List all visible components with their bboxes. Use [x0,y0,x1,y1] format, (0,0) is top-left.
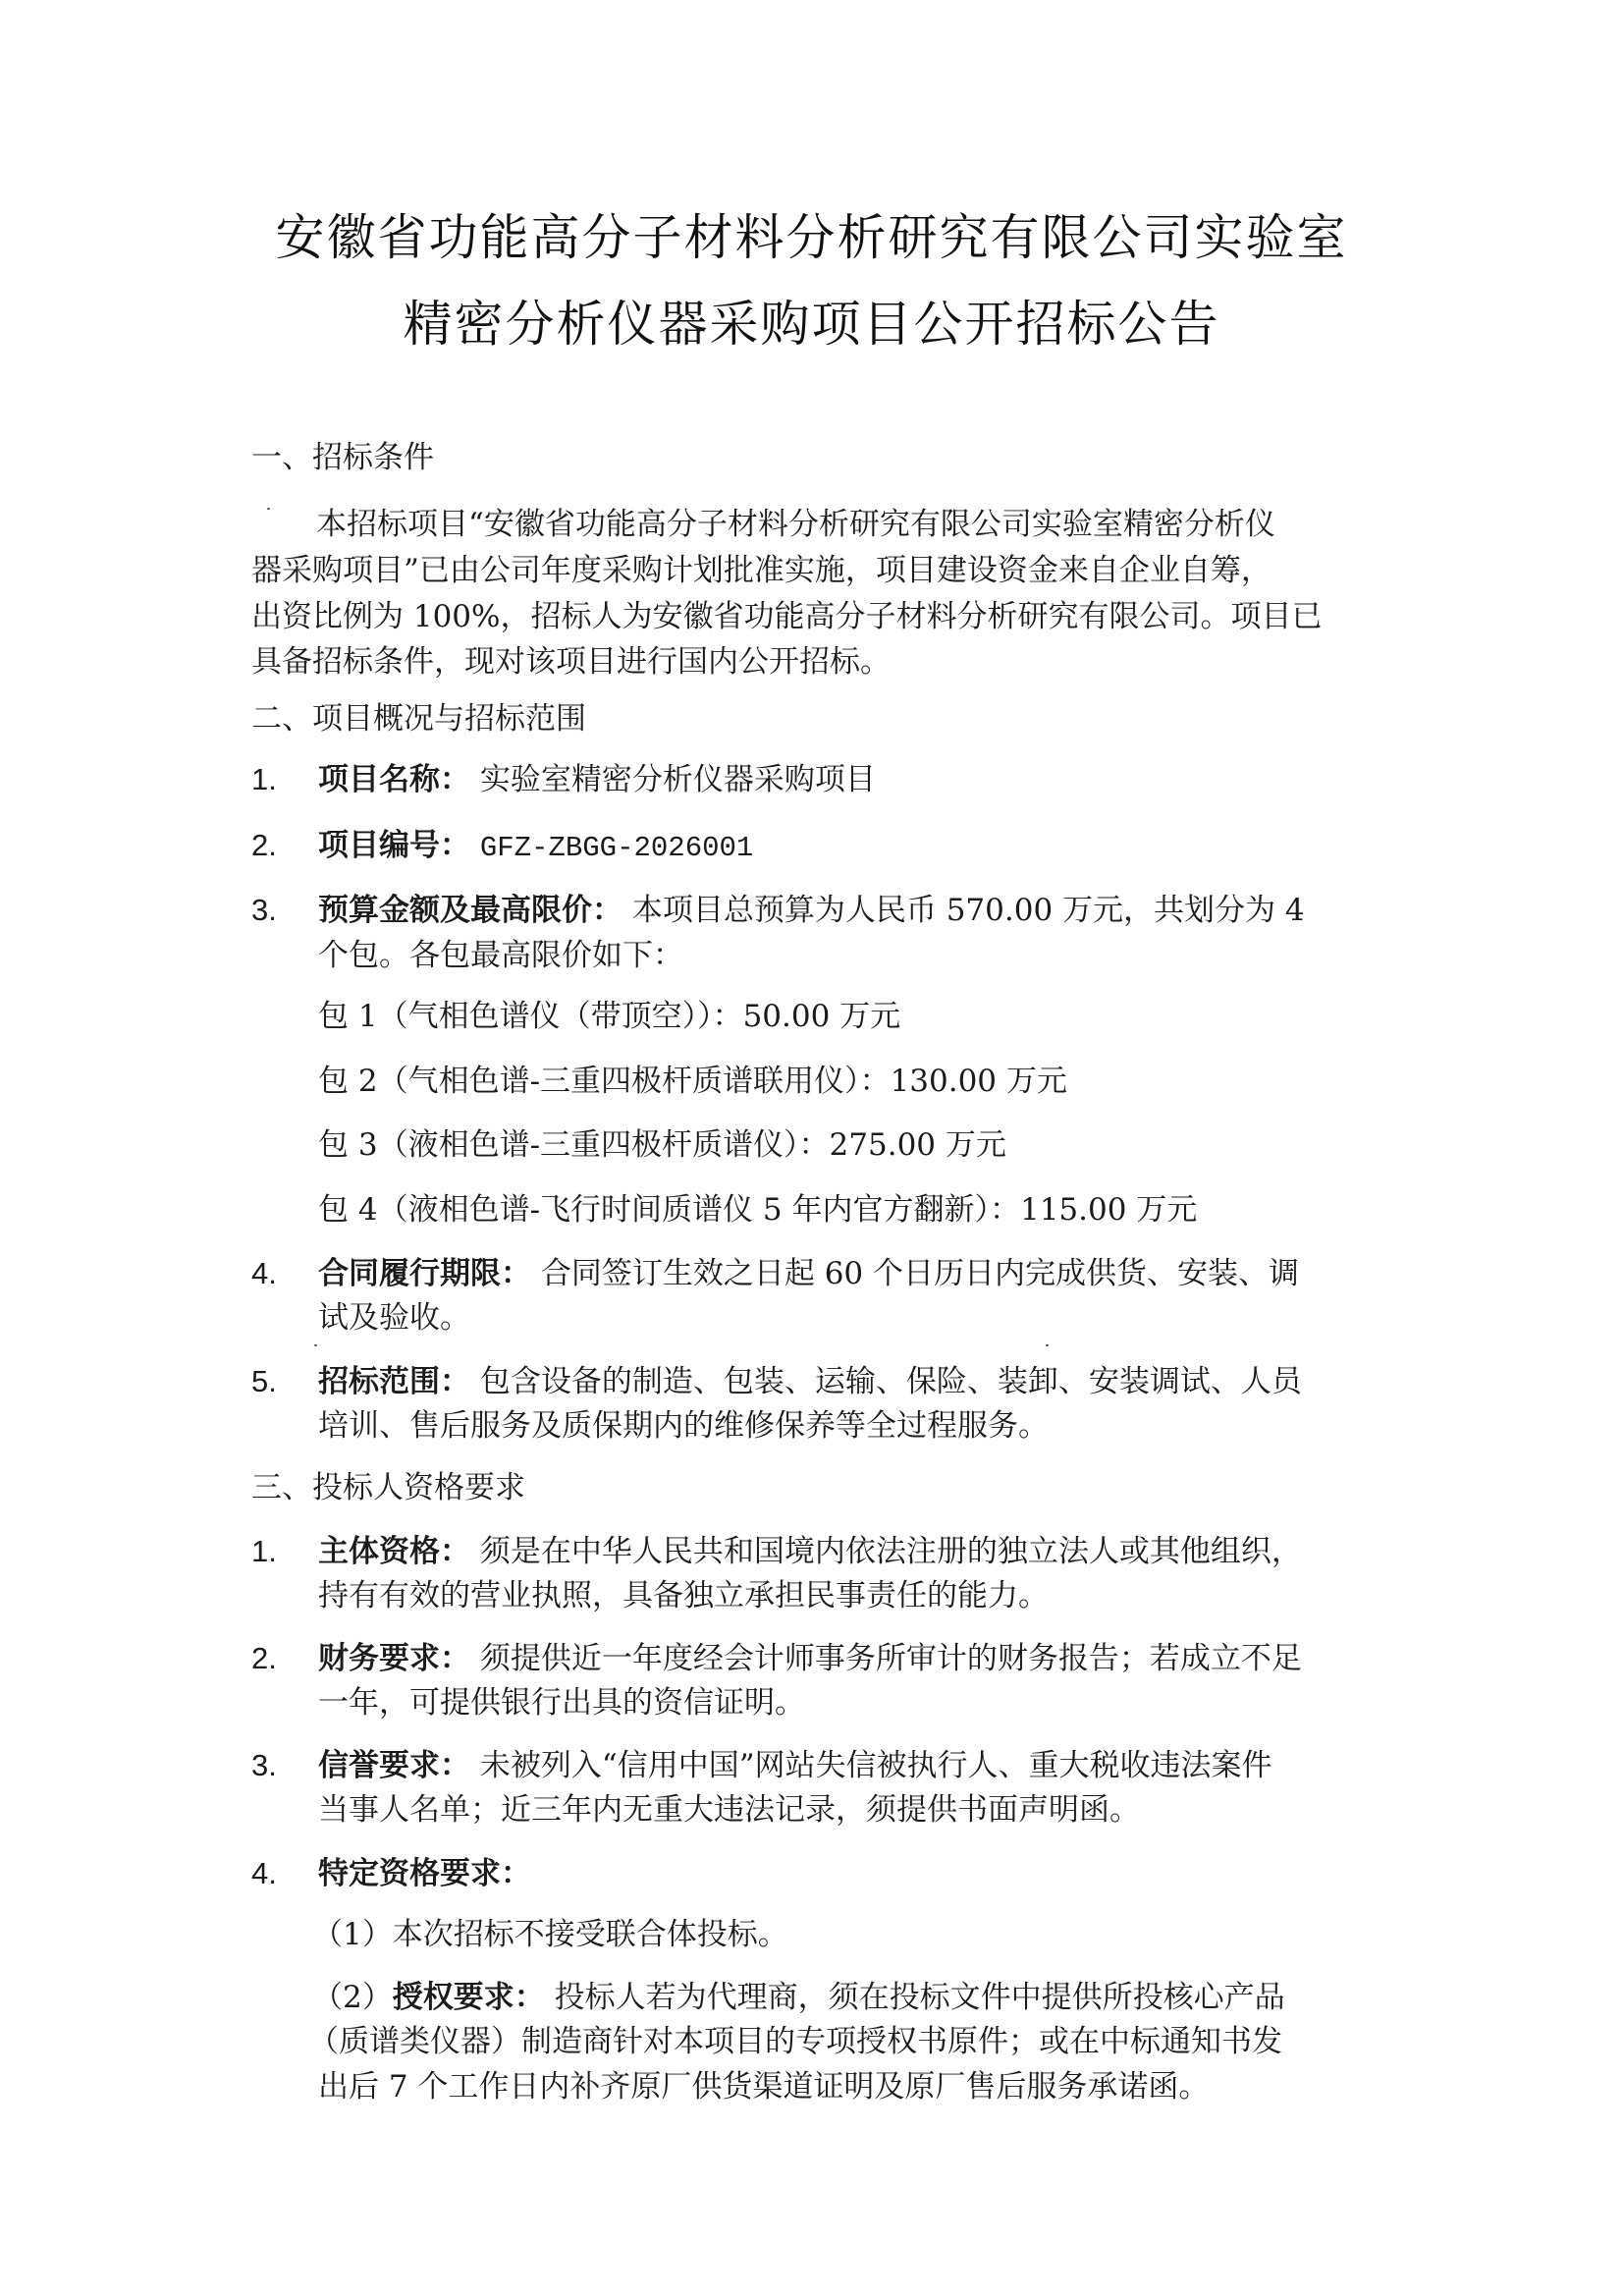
project-code-row [318,826,753,868]
section-1-para-line-3: 出资比例为 100%，招标人为安徽省功能高分子材料分析研究有限公司。项目已 [251,599,1323,634]
item-number: 1. [251,1534,277,1568]
field-label: 项目名称： [318,762,470,797]
scan-speck [1046,1344,1049,1346]
scope-row [318,1362,1302,1401]
scope-cont: 培训、售后服务及质保期内的维修保养等全过程服务。 [318,1408,1049,1444]
sub-item-prefix: （2） [312,1980,393,2015]
scan-speck [314,1344,317,1346]
item-number: 1. [251,762,277,796]
title-line-1: 安徽省功能高分子材料分析研究有限公司实验室 [275,209,1348,266]
section-1-para-line-1: 本招标项目“安徽省功能高分子材料分析研究有限公司实验室精密分析仪 [316,507,1275,542]
title-line-2: 精密分析仪器采购项目公开招标公告 [403,296,1220,353]
package-2: 包 2（气相色谱-三重四极杆质谱联用仪）：130.00 万元 [318,1064,1067,1099]
section-1-para-line-4: 具备招标条件，现对该项目进行国内公开招标。 [251,644,891,680]
project-name-row [318,760,876,799]
section-3-heading: 三、投标人资格要求 [251,1470,525,1505]
field-label: 项目编号： [318,828,470,863]
field-label: 授权要求： [392,1980,545,2015]
field-label: 预算金额及最高限价： [318,893,622,928]
field-label: 信誉要求： [318,1748,470,1783]
credit-value: 未被列入“信用中国”网站失信被执行人、重大税收违法案件 [479,1748,1272,1783]
authorization-value: 投标人若为代理商，须在投标文件中提供所投核心产品 [554,1980,1285,2015]
scan-speck [267,508,270,510]
project-name-value: 实验室精密分析仪器采购项目 [479,762,876,797]
project-code-value: GFZ-ZBGG-2026001 [479,832,754,864]
item-number: 2. [251,828,277,862]
contract-period-row [318,1254,1299,1293]
budget-value: 本项目总预算为人民币 570.00 万元，共划分为 4 [631,893,1305,928]
contract-period-value: 合同签订生效之日起 60 个日历日内完成供货、安装、调 [540,1256,1300,1291]
budget-row [318,891,1305,930]
finance-cont: 一年，可提供银行出具的资信证明。 [318,1685,805,1721]
field-label: 财务要求： [318,1641,470,1676]
contract-period-cont: 试及验收。 [318,1300,470,1336]
item-number: 5. [251,1364,277,1398]
section-1-heading: 一、招标条件 [251,440,434,475]
item-number: 4. [251,1856,277,1890]
item-number: 3. [251,893,277,927]
package-4: 包 4（液相色谱-飞行时间质谱仪 5 年内官方翻新）：115.00 万元 [318,1192,1198,1228]
special-qualification-label: 特定资格要求： [318,1856,531,1891]
field-label: 合同履行期限： [318,1256,531,1291]
section-2-heading: 二、项目概况与招标范围 [251,701,586,737]
item-number: 2. [251,1641,277,1675]
sub-item-1: （1）本次招标不接受联合体投标。 [312,1917,788,1952]
sub-item-2-row [312,1978,1285,2017]
item-number: 4. [251,1256,277,1290]
item-number: 3. [251,1748,277,1782]
authorization-cont-1: （质谱类仪器）制造商针对本项目的专项授权书原件；或在中标通知书发 [308,2024,1282,2059]
qualification-value: 须是在中华人民共和国境内依法注册的独立法人或其他组织， [479,1534,1302,1569]
authorization-cont-2: 出后 7 个工作日内补齐原厂供货渠道证明及原厂售后服务承诺函。 [318,2069,1210,2105]
credit-cont: 当事人名单；近三年内无重大违法记录，须提供书面声明函。 [318,1792,1140,1828]
qualification-cont: 持有有效的营业执照，具备独立承担民事责任的能力。 [318,1578,1049,1613]
section-1-para-line-2: 器采购项目”已由公司年度采购计划批准实施，项目建设资金来自企业自筹， [251,553,1271,588]
field-label: 招标范围： [318,1364,470,1399]
field-label: 主体资格： [318,1534,470,1569]
credit-row [318,1746,1272,1785]
finance-value: 须提供近一年度经会计师事务所审计的财务报告；若成立不足 [479,1641,1302,1676]
qualification-row [318,1532,1302,1571]
budget-row-cont: 个包。各包最高限价如下： [318,938,683,973]
finance-row [318,1639,1302,1678]
scope-value: 包含设备的制造、包装、运输、保险、装卸、安装调试、人员 [479,1364,1302,1399]
package-3: 包 3（液相色谱-三重四极杆质谱仪）：275.00 万元 [318,1127,1006,1163]
package-1: 包 1（气相色谱仪（带顶空））：50.00 万元 [318,999,901,1034]
